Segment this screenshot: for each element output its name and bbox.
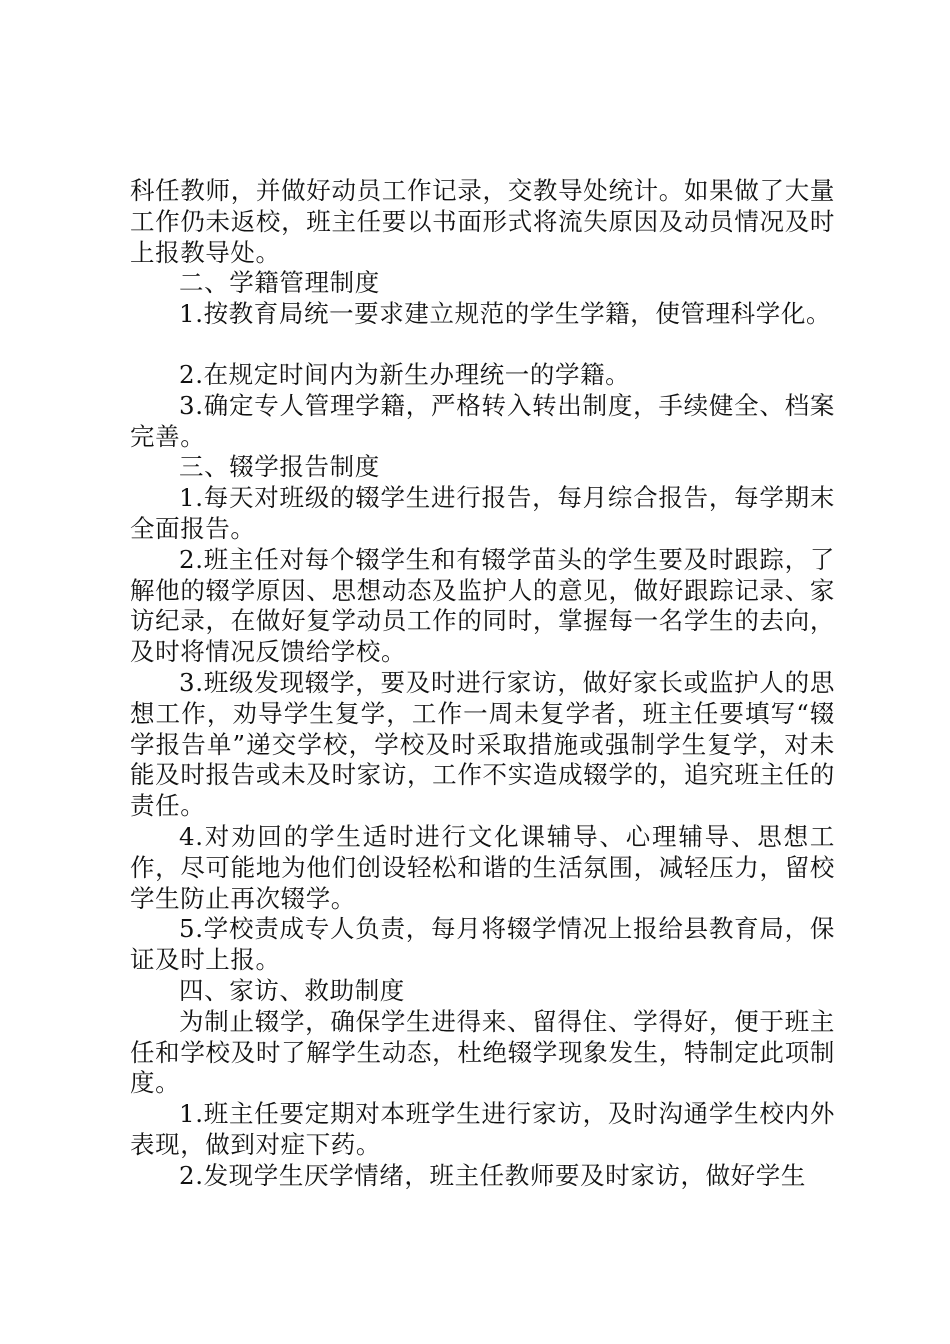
paragraph-dropout-item-3: 3.班级发现辍学，要及时进行家访，做好家长或监护人的思想工作，劝导学生复学，工作一周未复学者，班主任要填写“辍学报告单”递交学校，学校及时采取措施或强制学生复学，对未能及时报告或未及时家访，工作不实造成辍学的，追究班主任的责任。 <box>130 667 835 821</box>
paragraph-records-item-2: 2.在规定时间内为新生办理统一的学籍。 <box>179 359 631 389</box>
paragraph-home-visit-item-2: 2.发现学生厌学情绪，班主任教师要及时家访，做好学生 <box>179 1160 806 1190</box>
section-heading-dropout-report: 三、辍学报告制度 <box>179 452 380 482</box>
section-heading-home-visit: 四、家访、救助制度 <box>179 975 405 1005</box>
document-body <box>130 176 835 1192</box>
paragraph-dropout-item-1: 1.每天对班级的辍学生进行报告，每月综合报告，每学期末全面报告。 <box>130 483 835 543</box>
paragraph-dropout-item-4: 4.对劝回的学生适时进行文化课辅导、心理辅导、思想工作，尽可能地为他们创设轻松和谐的生活氛围，减轻压力，留校学生防止再次辍学。 <box>130 821 835 913</box>
paragraph-dropout-item-5: 5.学校责成专人负责，每月将辍学情况上报给县教育局，保证及时上报。 <box>130 914 835 975</box>
paragraph-dropout-item-2: 2.班主任对每个辍学生和有辍学苗头的学生要及时跟踪，了解他的辍学原因、思想动态及监护人的意见，做好跟踪记录、家访纪录，在做好复学动员工作的同时，掌握每一名学生的去向，及时将情况反馈给学校。 <box>130 544 835 667</box>
paragraph-continuation: 科任教师，并做好动员工作记录，交教导处统计。如果做了大量工作仍未返校，班主任要以书面形式将流失原因及动员情况及时上报教导处。 <box>130 176 835 267</box>
paragraph-records-item-1: 1.按教育局统一要求建立规范的学生学籍，使管理科学化。 <box>179 299 832 329</box>
paragraph-home-visit-intro: 为制止辍学，确保学生进得来、留得住、学得好，便于班主任和学校及时了解学生动态，杜绝辍学现象发生，特制定此项制度。 <box>130 1006 835 1098</box>
section-heading-student-records: 二、学籍管理制度 <box>179 268 380 298</box>
paragraph-records-item-3: 3.确定专人管理学籍，严格转入转出制度，手续健全、档案完善。 <box>130 390 835 451</box>
paragraph-home-visit-item-1: 1.班主任要定期对本班学生进行家访，及时沟通学生校内外表现，做到对症下药。 <box>130 1099 835 1159</box>
